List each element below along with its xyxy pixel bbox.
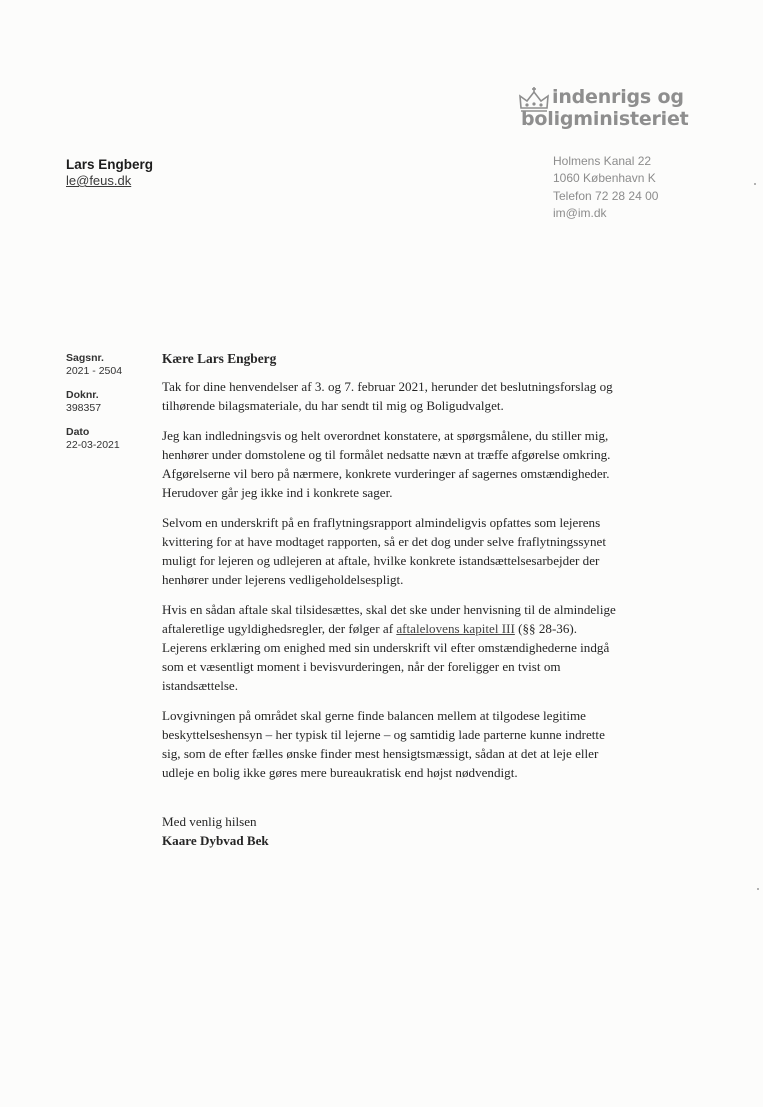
meta-case-number: [66, 352, 122, 378]
sender-address: [553, 153, 658, 223]
closing-greeting: Med venlig hilsen: [162, 814, 257, 829]
paragraph-4-text-b: (§§ 28-36). Lejerens erklæring om enighed med sin underskrift vil efter omstændighederne indgå som et væsentligt moment i bevisvurderingen, når der foreligger en tvist om istandsættelse.: [162, 621, 610, 693]
meta-date: [66, 426, 122, 452]
salutation: Kære Lars Engberg: [162, 351, 277, 366]
meta-value: 398357: [66, 402, 102, 414]
paragraph-2: Jeg kan indledningsvis og helt overordnet konstatere, at spørgsmålene, du stiller mig, henhører under domstolene og til formålet nedsatte nævn at træffe afgørelse omkring. Afgørelserne vil bero på nærmere, konkrete vurderinger af sagernes omstændigheder. Herudover går jeg ikke ind i konkrete sager.: [162, 428, 611, 500]
signer-name: Kaare Dybvad Bek: [162, 833, 269, 848]
paragraph-4: [162, 600, 682, 695]
letter-closing: [162, 812, 269, 850]
address-phone: Telefon 72 28 24 00: [553, 188, 659, 203]
meta-label: Sagsnr.: [66, 352, 104, 364]
scan-speck: [757, 888, 759, 890]
meta-document-number: [66, 389, 122, 415]
meta-value: 2021 - 2504: [66, 365, 123, 377]
paragraph-4-text-a: Hvis en sådan aftale skal tilsidesættes, skal det ske under henvisning til de almindelige aftaleretlige ugyldighedsregler, der følger af: [162, 602, 616, 636]
case-metadata: [66, 352, 122, 463]
paragraph-3: Selvom en underskrift på en fraflytningsrapport almindeligvis opfattes som lejerens kvittering for at have modtaget rapporten, så er det dog under selve fraflytningssynet muligt for lejeren og udlejeren at aftale, hvilke konkrete istandsættelsesarbejder der henhører under lejerens vedligeholdelsespligt.: [162, 515, 606, 587]
paragraph-5: Lovgivningen på området skal gerne finde balancen mellem at tilgodese legitime beskyttelseshensyn – her typisk til lejerne – og samtidig lade parterne kunne indrette sig, som de efter fælles ønske finder mest hensigtsmæssigt, sådan at det at leje eller udleje en bolig ikke gøres mere bureaukratisk end højst nødvendigt.: [162, 708, 605, 780]
ministry-logo: [516, 84, 689, 136]
address-street: Holmens Kanal 22: [553, 154, 652, 168]
law-reference-link[interactable]: aftalelovens kapitel III: [396, 621, 515, 636]
recipient-email-link[interactable]: le@feus.dk: [66, 173, 132, 188]
meta-label: Dato: [66, 426, 90, 438]
address-email: im@im.dk: [553, 206, 607, 221]
address-postal: 1060 København K: [553, 171, 656, 186]
recipient-name: Lars Engberg: [66, 157, 154, 172]
meta-value: 22-03-2021: [66, 439, 120, 451]
letter-body: [162, 349, 682, 793]
ministry-name-line2: boligministeriet: [521, 108, 689, 130]
paragraph-1: Tak for dine henvendelser af 3. og 7. februar 2021, herunder det beslutningsforslag og tilhørende bilagsmateriale, du har sendt til mig og Boligudvalget.: [162, 379, 613, 413]
scan-speck: [754, 183, 756, 185]
ministry-name-line1: indenrigs og: [552, 86, 684, 108]
recipient-block: [66, 156, 153, 189]
meta-label: Doknr.: [66, 389, 99, 401]
